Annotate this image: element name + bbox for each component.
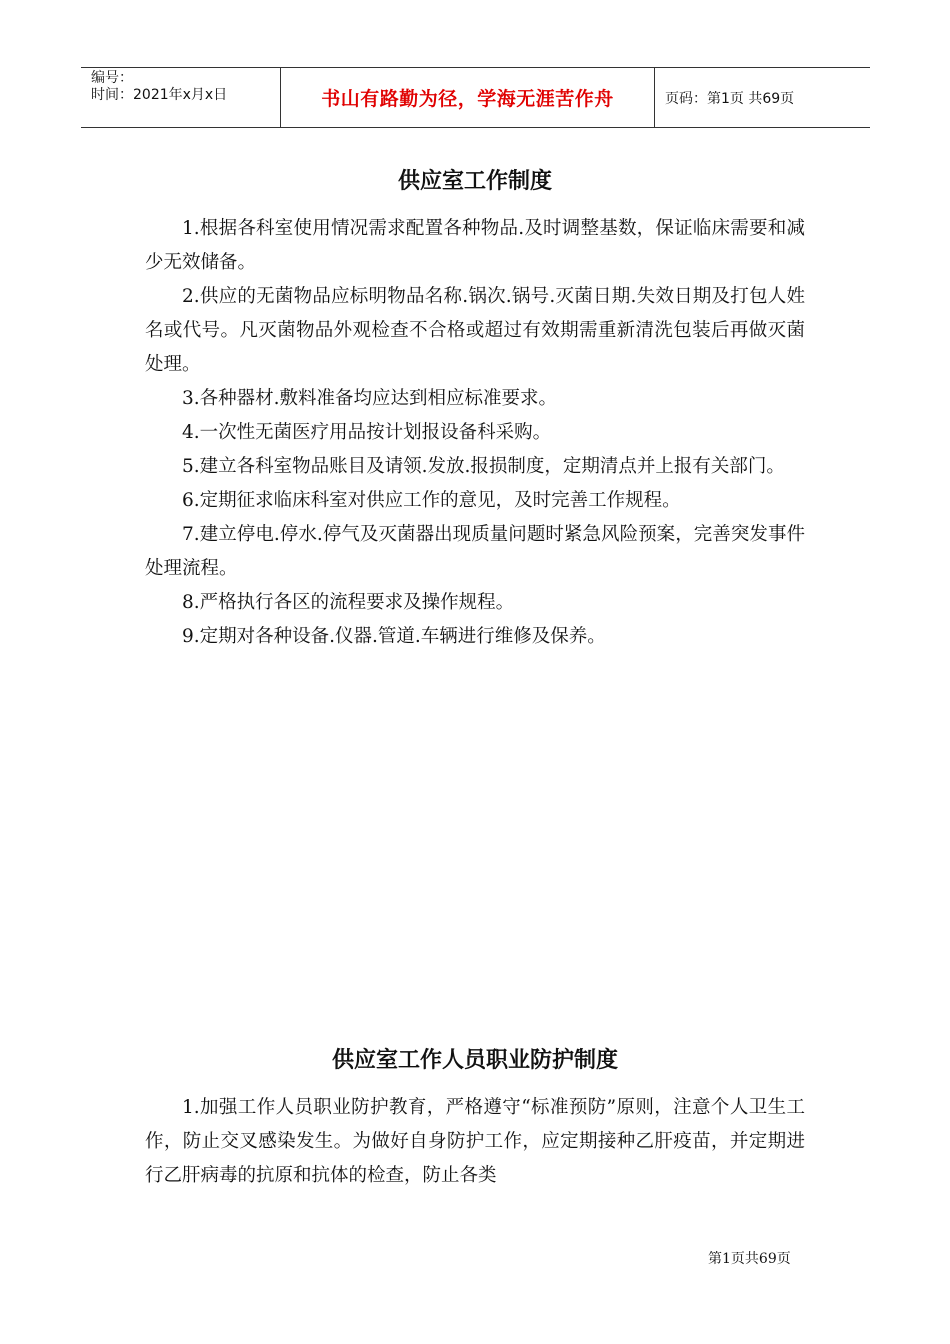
document-date-label: 时间：2021年x月x日 [91, 87, 228, 103]
rule-paragraph: 2.供应的无菌物品应标明物品名称.锅次.锅号.灭菌日期.失效日期及打包人姓名或代号。凡灭菌物品外观检查不合格或超过有效期需重新清洗包装后再做灭菌处理。 [145, 286, 805, 375]
section-supply-room-rules [145, 212, 805, 654]
rule-paragraph: 1.根据各科室使用情况需求配置各种物品.及时调整基数，保证临床需要和减少无效储备。 [145, 218, 805, 273]
rule-paragraph: 8.严格执行各区的流程要求及操作规程。 [182, 592, 515, 613]
rule-paragraph: 9.定期对各种设备.仪器.管道.车辆进行维修及保养。 [182, 626, 606, 647]
rule-paragraph: 3.各种器材.敷料准备均应达到相应标准要求。 [182, 388, 558, 409]
header-motto: 书山有路勤为径，学海无涯苦作舟 [281, 68, 655, 127]
section-title-supply-room-rules: 供应室工作制度 [397, 169, 552, 194]
header-page-info: 页码：第1页 共69页 [665, 90, 795, 107]
page-header [81, 67, 870, 128]
page-footer: 第1页共69页 [708, 1251, 791, 1267]
rule-paragraph: 1.加强工作人员职业防护教育，严格遵守“标准预防”原则，注意个人卫生工作，防止交叉感染发生。为做好自身防护工作，应定期接种乙肝疫苗，并定期进行乙肝病毒的抗原和抗体的检查，防止各类 [145, 1097, 805, 1186]
rule-paragraph: 7.建立停电.停水.停气及灭菌器出现质量问题时紧急风险预案，完善突发事件处理流程。 [145, 524, 805, 579]
rule-paragraph: 6.定期征求临床科室对供应工作的意见，及时完善工作规程。 [182, 490, 681, 511]
section-occupational-protection [145, 1091, 805, 1193]
document-number-label: 编号： [91, 70, 133, 86]
rule-paragraph: 4.一次性无菌医疗用品按计划报设备科采购。 [182, 422, 552, 443]
section-title-occupational-protection: 供应室工作人员职业防护制度 [331, 1048, 618, 1073]
rule-paragraph: 5.建立各科室物品账目及请领.发放.报损制度，定期清点并上报有关部门。 [182, 456, 785, 477]
header-meta [81, 68, 281, 127]
